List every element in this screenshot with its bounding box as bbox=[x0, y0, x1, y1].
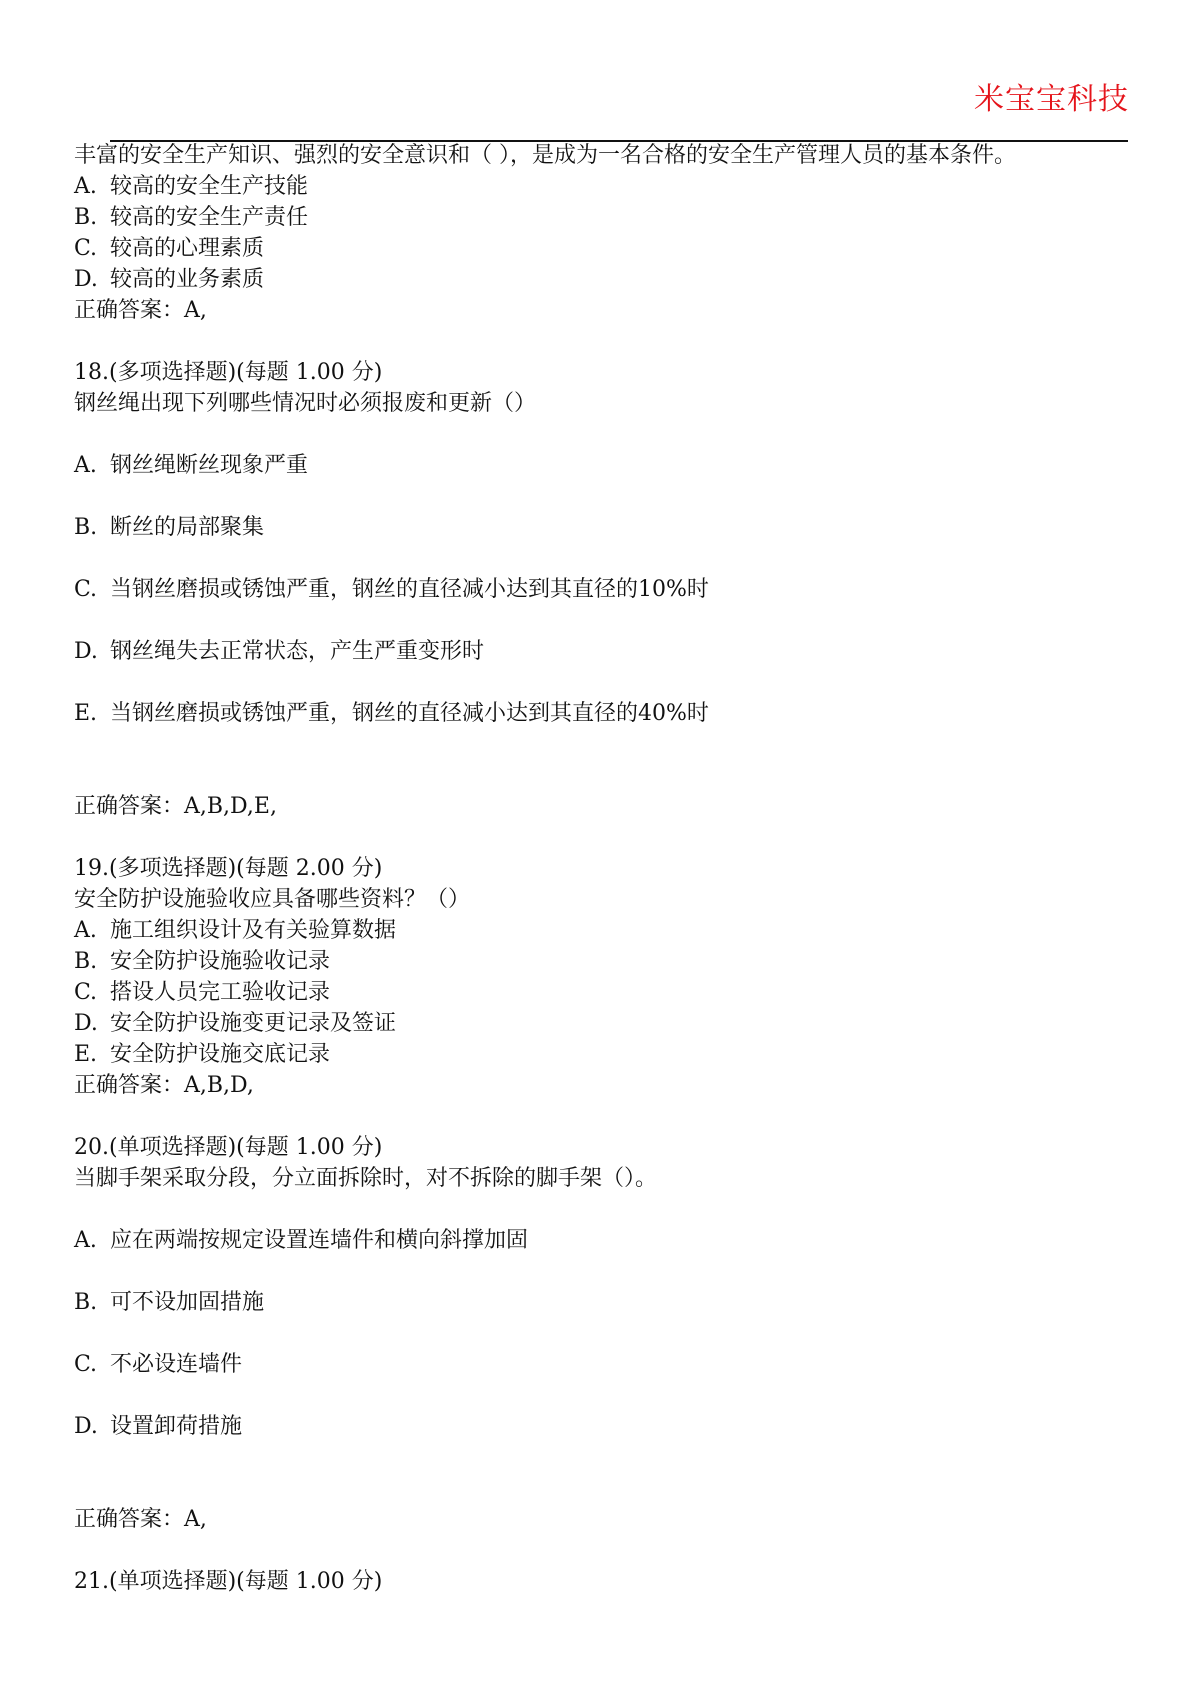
option-key: D. bbox=[74, 1011, 98, 1036]
option-d bbox=[74, 636, 1134, 667]
correct-answer: 正确答案：A, bbox=[74, 298, 207, 323]
option-c bbox=[74, 574, 1134, 605]
correct-answer: 正确答案：A,B,D, bbox=[74, 1073, 254, 1098]
option-d bbox=[74, 1411, 1134, 1442]
option-a bbox=[74, 450, 1134, 481]
option-text: 当钢丝磨损或锈蚀严重，钢丝的直径减小达到其直径的40%时 bbox=[110, 701, 709, 726]
option-a bbox=[74, 915, 1134, 946]
option-text: 安全防护设施交底记录 bbox=[110, 1042, 331, 1067]
option-key: C. bbox=[74, 577, 98, 602]
option-text: 应在两端按规定设置连墙件和横向斜撑加固 bbox=[110, 1228, 529, 1253]
option-text: 较高的心理素质 bbox=[110, 236, 265, 261]
option-key: A. bbox=[74, 918, 97, 943]
option-key: E. bbox=[74, 1042, 98, 1067]
option-text: 断丝的局部聚集 bbox=[110, 515, 265, 540]
option-key: B. bbox=[74, 1290, 98, 1315]
option-key: A. bbox=[74, 174, 97, 199]
question-stem: 当脚手架采取分段，分立面拆除时，对不拆除的脚手架（）。 bbox=[74, 1166, 658, 1191]
option-text: 钢丝绳失去正常状态，产生严重变形时 bbox=[110, 639, 485, 664]
option-e bbox=[74, 698, 1134, 729]
option-c bbox=[74, 233, 1134, 264]
option-b bbox=[74, 1287, 1134, 1318]
option-text: 较高的安全生产责任 bbox=[110, 205, 309, 230]
option-key: B. bbox=[74, 515, 98, 540]
question-20 bbox=[74, 1132, 1134, 1535]
brand-logo-text: 米宝宝科技 bbox=[974, 82, 1129, 117]
option-c bbox=[74, 1349, 1134, 1380]
question-header: 19.(多项选择题)(每题 2.00 分) bbox=[74, 856, 383, 881]
question-stem: 安全防护设施验收应具备哪些资料？（） bbox=[74, 887, 471, 912]
option-key: E. bbox=[74, 701, 98, 726]
option-text: 可不设加固措施 bbox=[110, 1290, 265, 1315]
option-key: D. bbox=[74, 1414, 98, 1439]
option-d bbox=[74, 264, 1134, 295]
question-19 bbox=[74, 853, 1134, 1101]
question-17 bbox=[74, 140, 1134, 326]
option-key: B. bbox=[74, 205, 98, 230]
option-text: 不必设连墙件 bbox=[110, 1352, 243, 1377]
option-text: 较高的业务素质 bbox=[110, 267, 265, 292]
option-a bbox=[74, 171, 1134, 202]
option-e bbox=[74, 1039, 1134, 1070]
question-header: 21.(单项选择题)(每题 1.00 分) bbox=[74, 1569, 383, 1594]
option-text: 设置卸荷措施 bbox=[110, 1414, 243, 1439]
option-d bbox=[74, 1008, 1134, 1039]
option-key: D. bbox=[74, 639, 98, 664]
option-a bbox=[74, 1225, 1134, 1256]
question-21 bbox=[74, 1566, 1134, 1597]
question-header: 20.(单项选择题)(每题 1.00 分) bbox=[74, 1135, 383, 1160]
option-b bbox=[74, 946, 1134, 977]
option-text: 搭设人员完工验收记录 bbox=[110, 980, 331, 1005]
option-key: C. bbox=[74, 1352, 98, 1377]
question-stem: 钢丝绳出现下列哪些情况时必须报废和更新（） bbox=[74, 391, 537, 416]
option-text: 施工组织设计及有关验算数据 bbox=[110, 918, 397, 943]
option-key: B. bbox=[74, 949, 98, 974]
option-key: C. bbox=[74, 980, 98, 1005]
option-c bbox=[74, 977, 1134, 1008]
option-b bbox=[74, 512, 1134, 543]
option-key: D. bbox=[74, 267, 98, 292]
option-key: A. bbox=[74, 1228, 97, 1253]
question-list bbox=[74, 140, 1134, 1597]
option-key: C. bbox=[74, 236, 98, 261]
question-18 bbox=[74, 357, 1134, 822]
option-text: 安全防护设施变更记录及签证 bbox=[110, 1011, 397, 1036]
question-stem: 丰富的安全生产知识、强烈的安全意识和（ ），是成为一名合格的安全生产管理人员的基本条件。 bbox=[74, 143, 1016, 168]
correct-answer: 正确答案：A,B,D,E, bbox=[74, 794, 277, 819]
option-key: A. bbox=[74, 453, 97, 478]
option-b bbox=[74, 202, 1134, 233]
correct-answer: 正确答案：A, bbox=[74, 1507, 207, 1532]
option-text: 安全防护设施验收记录 bbox=[110, 949, 331, 974]
option-text: 钢丝绳断丝现象严重 bbox=[110, 453, 309, 478]
option-text: 当钢丝磨损或锈蚀严重，钢丝的直径减小达到其直径的10%时 bbox=[110, 577, 709, 602]
option-text: 较高的安全生产技能 bbox=[110, 174, 309, 199]
question-header: 18.(多项选择题)(每题 1.00 分) bbox=[74, 360, 383, 385]
